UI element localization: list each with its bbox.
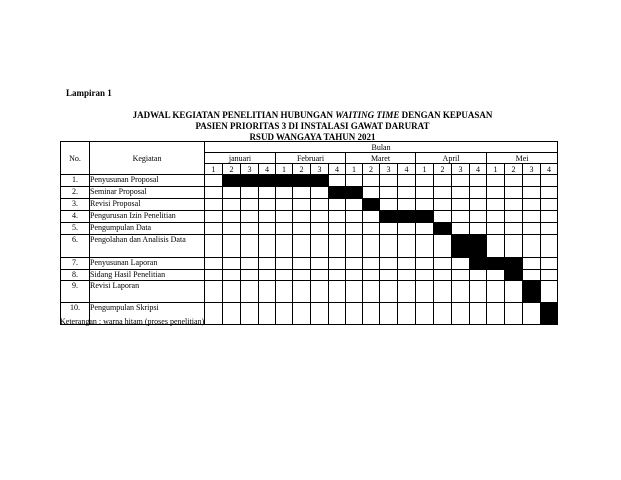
schedule-cell-active <box>259 175 276 187</box>
schedule-cell-active <box>523 281 541 303</box>
schedule-cell <box>329 281 346 303</box>
schedule-cell <box>452 187 470 199</box>
schedule-cell <box>452 223 470 235</box>
week-header: 3 <box>523 164 541 175</box>
month-header-1: januari <box>205 153 276 164</box>
table-row <box>61 223 558 235</box>
week-header: 3 <box>380 164 398 175</box>
schedule-cell <box>363 270 380 281</box>
schedule-cell <box>223 303 241 325</box>
header-no: No. <box>61 142 90 175</box>
week-header: 1 <box>416 164 434 175</box>
schedule-cell <box>505 199 523 211</box>
schedule-cell <box>523 199 541 211</box>
schedule-cell-active <box>293 175 311 187</box>
month-header-4: April <box>416 153 487 164</box>
title-line-1 <box>60 110 565 121</box>
schedule-cell <box>398 303 416 325</box>
schedule-cell <box>505 211 523 223</box>
schedule-cell <box>329 258 346 270</box>
week-header: 3 <box>311 164 329 175</box>
week-header: 2 <box>434 164 452 175</box>
schedule-cell <box>346 211 363 223</box>
header-month-group: Bulan <box>205 142 558 153</box>
schedule-cell <box>276 270 293 281</box>
schedule-cell <box>276 258 293 270</box>
schedule-cell <box>293 281 311 303</box>
schedule-cell <box>398 258 416 270</box>
schedule-cell <box>505 281 523 303</box>
row-number: 8. <box>61 270 90 281</box>
activity-name: Pengumpulan Data <box>90 223 205 235</box>
schedule-cell-active <box>541 303 558 325</box>
schedule-cell <box>452 175 470 187</box>
week-header: 1 <box>205 164 223 175</box>
schedule-cell <box>363 211 380 223</box>
schedule-cell <box>380 187 398 199</box>
title-line-1-suffix: DENGAN KEPUASAN <box>399 110 493 120</box>
schedule-cell <box>416 270 434 281</box>
activity-name: Revisi Proposal <box>90 199 205 211</box>
row-number: 2. <box>61 187 90 199</box>
table-row <box>61 199 558 211</box>
schedule-cell <box>259 187 276 199</box>
schedule-cell-active <box>346 187 363 199</box>
week-header: 2 <box>505 164 523 175</box>
month-header-5: Mei <box>487 153 558 164</box>
schedule-cell <box>487 199 505 211</box>
week-header: 2 <box>223 164 241 175</box>
schedule-cell <box>329 235 346 258</box>
schedule-cell <box>487 281 505 303</box>
schedule-cell <box>223 199 241 211</box>
schedule-cell <box>311 270 329 281</box>
schedule-cell <box>346 270 363 281</box>
schedule-cell <box>434 199 452 211</box>
title-line-3: RSUD WANGAYA TAHUN 2021 <box>249 132 376 142</box>
schedule-cell <box>223 281 241 303</box>
schedule-cell-active <box>380 211 398 223</box>
schedule-cell <box>523 187 541 199</box>
schedule-cell <box>505 175 523 187</box>
schedule-cell <box>346 281 363 303</box>
schedule-cell <box>523 211 541 223</box>
schedule-cell <box>452 270 470 281</box>
table-row <box>61 281 558 303</box>
schedule-cell <box>241 199 259 211</box>
schedule-cell <box>205 258 223 270</box>
schedule-cell <box>416 235 434 258</box>
schedule-cell <box>363 281 380 303</box>
schedule-cell-active <box>505 258 523 270</box>
schedule-cell <box>363 187 380 199</box>
table-row <box>61 187 558 199</box>
schedule-cell <box>470 223 487 235</box>
schedule-cell-active <box>416 211 434 223</box>
schedule-cell <box>223 258 241 270</box>
schedule-cell <box>380 223 398 235</box>
schedule-cell <box>452 211 470 223</box>
schedule-cell <box>416 303 434 325</box>
row-number: 3. <box>61 199 90 211</box>
schedule-cell <box>416 187 434 199</box>
schedule-cell <box>470 281 487 303</box>
schedule-cell <box>241 258 259 270</box>
activity-name: Pengumpulan Skripsi <box>90 303 205 325</box>
schedule-cell <box>398 270 416 281</box>
activity-name: Pengolahan dan Analisis Data <box>90 235 205 258</box>
schedule-cell <box>241 270 259 281</box>
schedule-cell <box>380 175 398 187</box>
schedule-cell <box>487 187 505 199</box>
schedule-cell <box>363 235 380 258</box>
activity-name: Penyusunan Proposal <box>90 175 205 187</box>
schedule-cell <box>398 235 416 258</box>
schedule-cell <box>470 199 487 211</box>
week-header: 4 <box>541 164 558 175</box>
week-header: 3 <box>452 164 470 175</box>
schedule-cell <box>205 270 223 281</box>
week-header: 4 <box>470 164 487 175</box>
schedule-cell <box>541 175 558 187</box>
schedule-cell <box>523 223 541 235</box>
schedule-cell <box>452 258 470 270</box>
schedule-cell <box>293 270 311 281</box>
schedule-cell <box>434 211 452 223</box>
schedule-cell <box>487 211 505 223</box>
schedule-cell <box>293 235 311 258</box>
schedule-cell <box>541 199 558 211</box>
row-number: 1. <box>61 175 90 187</box>
header-row-month-group <box>61 142 558 153</box>
week-header: 4 <box>259 164 276 175</box>
schedule-cell <box>452 303 470 325</box>
title-line-2: PASIEN PRIORITAS 3 DI INSTALASI GAWAT DARURAT <box>195 121 430 131</box>
schedule-cell <box>505 187 523 199</box>
schedule-cell-active <box>363 199 380 211</box>
schedule-cell <box>380 270 398 281</box>
schedule-cell <box>293 199 311 211</box>
schedule-cell <box>380 258 398 270</box>
schedule-cell-active <box>398 211 416 223</box>
schedule-cell <box>329 223 346 235</box>
schedule-cell <box>205 235 223 258</box>
header-activity: Kegiatan <box>90 142 205 175</box>
schedule-cell <box>541 270 558 281</box>
title-line-1-prefix: JADWAL KEGIATAN PENELITIAN HUBUNGAN <box>132 110 336 120</box>
table-row <box>61 235 558 258</box>
schedule-cell <box>223 187 241 199</box>
activity-name: Seminar Proposal <box>90 187 205 199</box>
schedule-cell <box>205 303 223 325</box>
schedule-cell <box>380 303 398 325</box>
schedule-cell <box>470 187 487 199</box>
schedule-cell <box>380 281 398 303</box>
schedule-cell <box>541 281 558 303</box>
schedule-cell <box>329 211 346 223</box>
schedule-cell <box>505 235 523 258</box>
schedule-cell <box>223 270 241 281</box>
schedule-cell <box>523 175 541 187</box>
schedule-cell <box>293 258 311 270</box>
schedule-cell <box>470 211 487 223</box>
schedule-cell <box>311 187 329 199</box>
schedule-cell <box>398 187 416 199</box>
week-header: 3 <box>241 164 259 175</box>
schedule-cell <box>346 258 363 270</box>
schedule-cell <box>205 211 223 223</box>
schedule-cell-active <box>470 258 487 270</box>
schedule-cell <box>416 281 434 303</box>
schedule-cell <box>205 187 223 199</box>
schedule-cell <box>259 281 276 303</box>
schedule-cell <box>541 223 558 235</box>
schedule-cell <box>398 199 416 211</box>
schedule-cell <box>241 223 259 235</box>
schedule-cell <box>223 211 241 223</box>
schedule-cell <box>276 187 293 199</box>
schedule-cell <box>241 281 259 303</box>
schedule-cell <box>346 303 363 325</box>
schedule-cell <box>311 303 329 325</box>
schedule-cell-active <box>487 258 505 270</box>
table-row <box>61 270 558 281</box>
schedule-cell <box>205 281 223 303</box>
schedule-cell <box>223 235 241 258</box>
schedule-cell <box>434 281 452 303</box>
schedule-cell <box>329 175 346 187</box>
schedule-cell <box>346 223 363 235</box>
schedule-cell <box>241 187 259 199</box>
schedule-cell-active <box>276 175 293 187</box>
week-header: 1 <box>487 164 505 175</box>
schedule-cell <box>205 199 223 211</box>
activity-name: Revisi Laporan <box>90 281 205 303</box>
schedule-cell <box>452 281 470 303</box>
schedule-cell-active <box>329 187 346 199</box>
title-line-1-italic: WAITING TIME <box>335 110 400 120</box>
schedule-cell <box>416 199 434 211</box>
schedule-cell <box>311 211 329 223</box>
schedule-cell <box>380 199 398 211</box>
schedule-cell <box>311 223 329 235</box>
row-number: 9. <box>61 281 90 303</box>
schedule-cell <box>487 175 505 187</box>
schedule-cell <box>293 223 311 235</box>
schedule-cell <box>487 235 505 258</box>
week-header: 2 <box>363 164 380 175</box>
schedule-cell <box>523 270 541 281</box>
schedule-cell <box>259 211 276 223</box>
schedule-cell <box>259 199 276 211</box>
schedule-cell <box>434 235 452 258</box>
schedule-cell <box>452 199 470 211</box>
schedule-cell <box>223 223 241 235</box>
week-header: 2 <box>293 164 311 175</box>
schedule-cell <box>541 211 558 223</box>
schedule-cell-active <box>470 235 487 258</box>
schedule-cell <box>311 281 329 303</box>
week-header: 4 <box>398 164 416 175</box>
row-number: 10. <box>61 303 90 325</box>
schedule-cell <box>398 281 416 303</box>
table-row <box>61 211 558 223</box>
schedule-cell <box>276 223 293 235</box>
schedule-cell <box>434 175 452 187</box>
schedule-cell <box>241 303 259 325</box>
schedule-cell <box>311 199 329 211</box>
schedule-cell <box>434 187 452 199</box>
appendix-label: Lampiran 1 <box>66 88 112 98</box>
row-number: 7. <box>61 258 90 270</box>
week-header: 4 <box>329 164 346 175</box>
schedule-cell <box>416 258 434 270</box>
activity-name: Penyusunan Laporan <box>90 258 205 270</box>
schedule-cell <box>241 211 259 223</box>
schedule-cell <box>276 281 293 303</box>
schedule-cell <box>329 199 346 211</box>
row-number: 5. <box>61 223 90 235</box>
schedule-cell <box>276 211 293 223</box>
schedule-cell <box>380 235 398 258</box>
activity-name: Sidang Hasil Penelitian <box>90 270 205 281</box>
schedule-cell <box>241 235 259 258</box>
schedule-cell <box>416 223 434 235</box>
schedule-cell <box>205 223 223 235</box>
schedule-cell <box>293 187 311 199</box>
schedule-cell <box>259 223 276 235</box>
schedule-cell <box>329 270 346 281</box>
schedule-cell <box>434 303 452 325</box>
activity-name: Pengurusan Izin Penelitian <box>90 211 205 223</box>
schedule-cell <box>259 258 276 270</box>
table-row <box>61 258 558 270</box>
row-number: 4. <box>61 211 90 223</box>
schedule-cell <box>259 303 276 325</box>
schedule-cell-active <box>311 175 329 187</box>
schedule-cell <box>470 303 487 325</box>
schedule-table <box>60 141 558 325</box>
schedule-cell <box>363 303 380 325</box>
month-header-2: Februari <box>276 153 346 164</box>
schedule-cell-active <box>434 223 452 235</box>
schedule-cell-active <box>241 175 259 187</box>
legend-note: Keterangan : warna hitam (proses penelitian) <box>60 317 205 326</box>
schedule-cell <box>205 175 223 187</box>
schedule-cell <box>541 258 558 270</box>
schedule-cell <box>276 235 293 258</box>
schedule-cell <box>311 235 329 258</box>
schedule-cell <box>259 270 276 281</box>
schedule-cell <box>276 199 293 211</box>
schedule-cell <box>293 211 311 223</box>
week-header: 1 <box>276 164 293 175</box>
schedule-cell-active <box>223 175 241 187</box>
schedule-cell <box>363 175 380 187</box>
schedule-cell <box>487 303 505 325</box>
row-number: 6. <box>61 235 90 258</box>
schedule-cell <box>398 223 416 235</box>
schedule-cell <box>523 258 541 270</box>
schedule-cell <box>363 258 380 270</box>
schedule-cell <box>293 303 311 325</box>
schedule-cell <box>259 235 276 258</box>
schedule-cell <box>398 175 416 187</box>
schedule-cell <box>416 175 434 187</box>
schedule-cell <box>523 303 541 325</box>
schedule-cell <box>487 223 505 235</box>
schedule-cell <box>541 187 558 199</box>
schedule-cell <box>346 235 363 258</box>
schedule-cell <box>470 270 487 281</box>
schedule-cell <box>329 303 346 325</box>
schedule-cell <box>470 175 487 187</box>
week-header: 1 <box>346 164 363 175</box>
schedule-cell-active <box>505 270 523 281</box>
schedule-cell <box>311 258 329 270</box>
schedule-cell <box>346 175 363 187</box>
month-header-3: Maret <box>346 153 416 164</box>
schedule-cell <box>523 235 541 258</box>
schedule-cell <box>505 303 523 325</box>
schedule-cell <box>487 270 505 281</box>
schedule-cell <box>434 258 452 270</box>
schedule-cell-active <box>452 235 470 258</box>
schedule-cell <box>363 223 380 235</box>
schedule-cell <box>505 223 523 235</box>
table-row <box>61 175 558 187</box>
schedule-cell <box>541 235 558 258</box>
schedule-cell <box>276 303 293 325</box>
schedule-cell <box>346 199 363 211</box>
schedule-cell <box>434 270 452 281</box>
